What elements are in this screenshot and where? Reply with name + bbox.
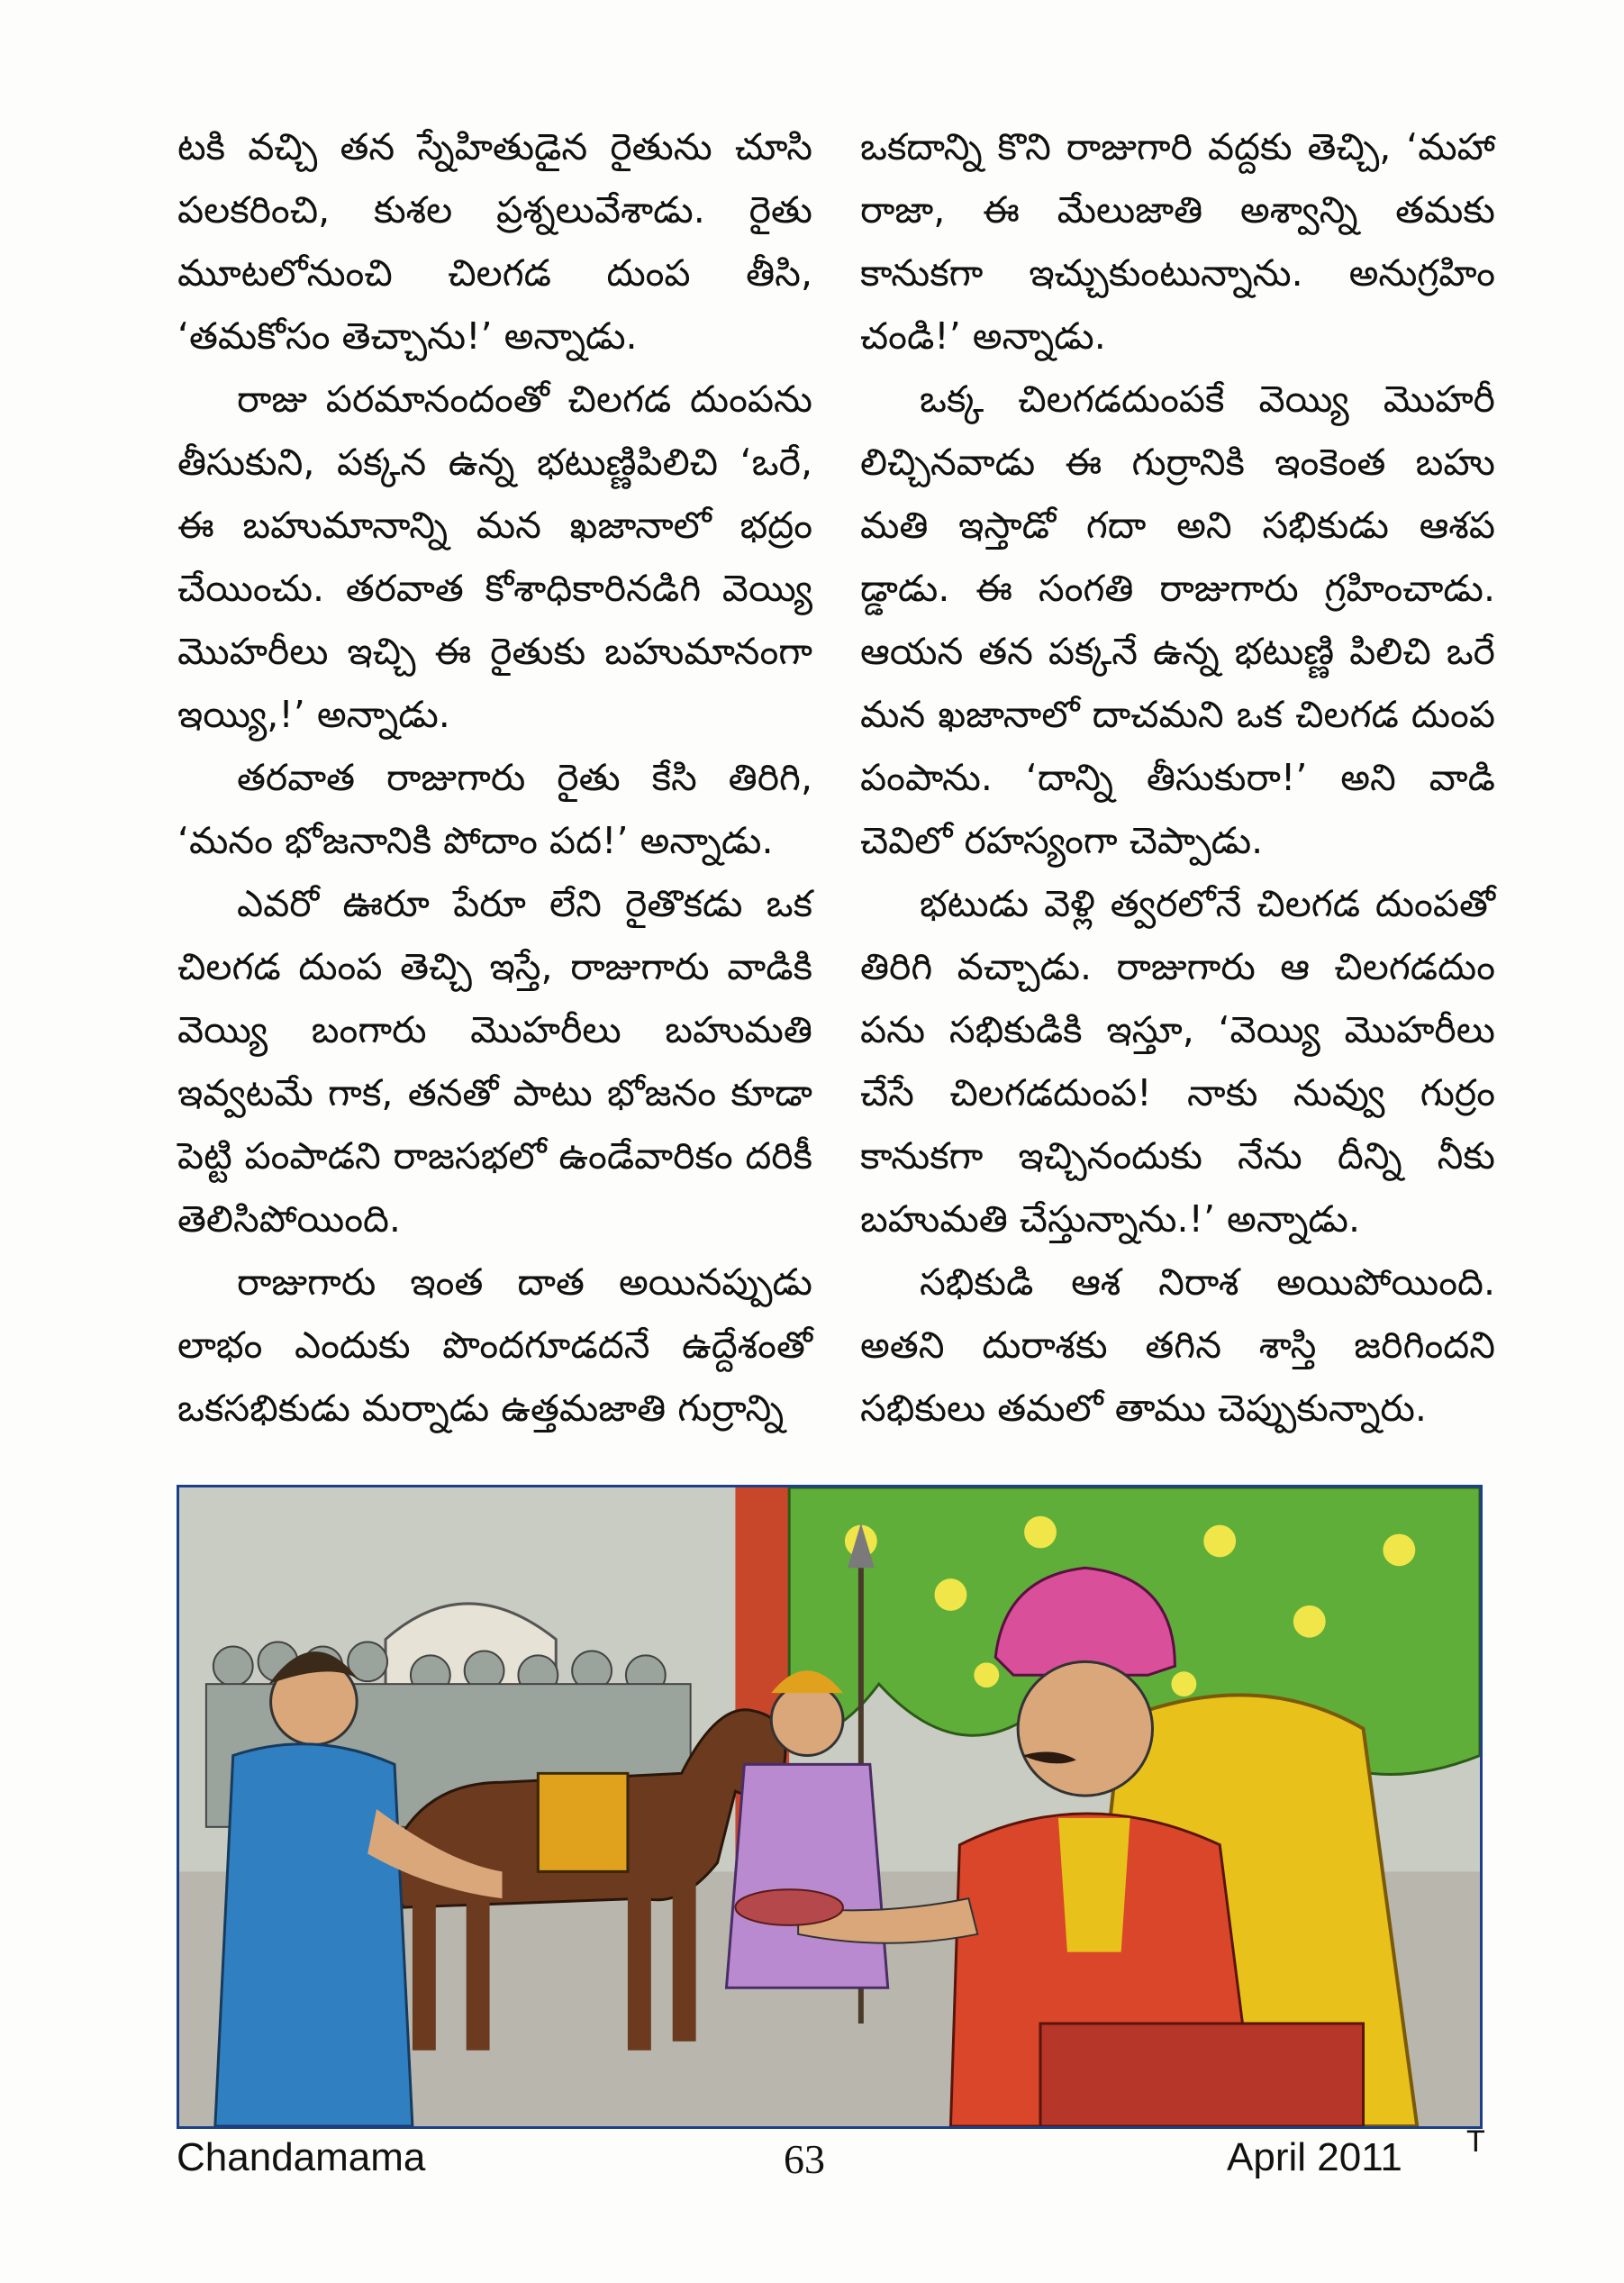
- court-scene-illustration: [179, 1487, 1480, 2126]
- footer-corner-mark: T: [1466, 2124, 1485, 2159]
- sweet-potato: [735, 1889, 843, 1925]
- horse-saddle: [538, 1773, 628, 1871]
- paragraph: భటుడు వెళ్లి త్వరలోనే చిలగడ దుంపతో తిరిగి వచ్చాడు. రాజుగారు ఆ చిలగడదుం పను సభికుడికి ఇస్తూ, ‘వెయ్యి మొహరీలు చేసే చిలగడదుంప! నాకు నువ్వు గుర్రం కానుకగా ఇచ్చినందుకు నేను దీన్ని నీకు బహుమతి చేస్తున్నాను.!’ అన్నాడు.: [860, 882, 1495, 1241]
- text-column-left: [177, 115, 812, 1440]
- footer-magazine-name: Chandamama: [177, 2135, 426, 2179]
- story-illustration: [177, 1485, 1483, 2129]
- paragraph: ఎవరో ఊరూ పేరూ లేని రైతొకడు ఒక చిలగడ దుంప తెచ్చి ఇస్తే, రాజుగారు వాడికి వెయ్యి బంగారు మొహరీలు బహుమతి ఇవ్వటమే గాక, తనతో పాటు భోజనం కూడా పెట్టి పంపాడని రాజసభలో ఉండేవారికం దరికీ తెలిసిపోయింది.: [177, 882, 812, 1241]
- footer-page-number: 63: [784, 2136, 825, 2182]
- throne-cushion: [1040, 2024, 1364, 2126]
- paragraph: రాజుగారు ఇంత దాత అయినప్పుడు లాభం ఎందుకు పొందగూడదనే ఉద్దేశంతో ఒకసభికుడు మర్నాడు ఉత్తమజాతి గుర్రాన్ని: [177, 1260, 812, 1430]
- footer-issue-date: April 2011: [1227, 2135, 1402, 2179]
- paragraph: రాజు పరమానందంతో చిలగడ దుంపను తీసుకుని, పక్కన ఉన్న భటుణ్ణిపిలిచి ‘ఒరే, ఈ బహుమానాన్ని మన ఖజానాలో భద్రం చేయించు. తరవాత కోశాధికారినడిగి వెయ్యి మొహరీలు ఇచ్చి ఈ రైతుకు బహుమానంగా ఇయ్యి,!’ అన్నాడు.: [177, 377, 812, 736]
- paragraph: సభికుడి ఆశ నిరాశ అయిపోయింది. అతని దురాశకు తగిన శాస్తి జరిగిందని సభికులు తమలో తాము చెప్పుకున్నారు.: [860, 1260, 1495, 1430]
- paragraph: ఒకదాన్ని కొని రాజుగారి వద్దకు తెచ్చి, ‘మహా రాజా, ఈ మేలుజాతి అశ్వాన్ని తమకు కానుకగా ఇచ్చుకుంటున్నాను. అనుగ్రహిం చండి!’ అన్నాడు.: [860, 125, 1495, 358]
- paragraph: టకి వచ్చి తన స్నేహితుడైన రైతును చూసి పలకరించి, కుశల ప్రశ్నలువేశాడు. రైతు మూటలోనుంచి చిలగడ దుంప తీసి, ‘తమకోసం తెచ్చాను!’ అన్నాడు.: [177, 125, 812, 358]
- paragraph: తరవాత రాజుగారు రైతు కేసి తిరిగి, ‘మనం భోజనానికి పోదాం పద!’ అన్నాడు.: [177, 756, 812, 862]
- text-column-right: [860, 115, 1495, 1440]
- paragraph: ఒక్క చిలగడదుంపకే వెయ్యి మొహరీ లిచ్చినవాడు ఈ గుర్రానికి ఇంకెంత బహు మతి ఇస్తాడో గదా అని సభికుడు ఆశప డ్డాడు. ఈ సంగతి రాజుగారు గ్రహించాడు. ఆయన తన పక్కనే ఉన్న భటుణ్ణి పిలిచి ఒరే మన ఖజానాలో దాచమని ఒక చిలగడ దుంప పంపాను. ‘దాన్ని తీసుకురా!’ అని వాడి చెవిలో రహస్యంగా చెప్పాడు.: [860, 377, 1495, 862]
